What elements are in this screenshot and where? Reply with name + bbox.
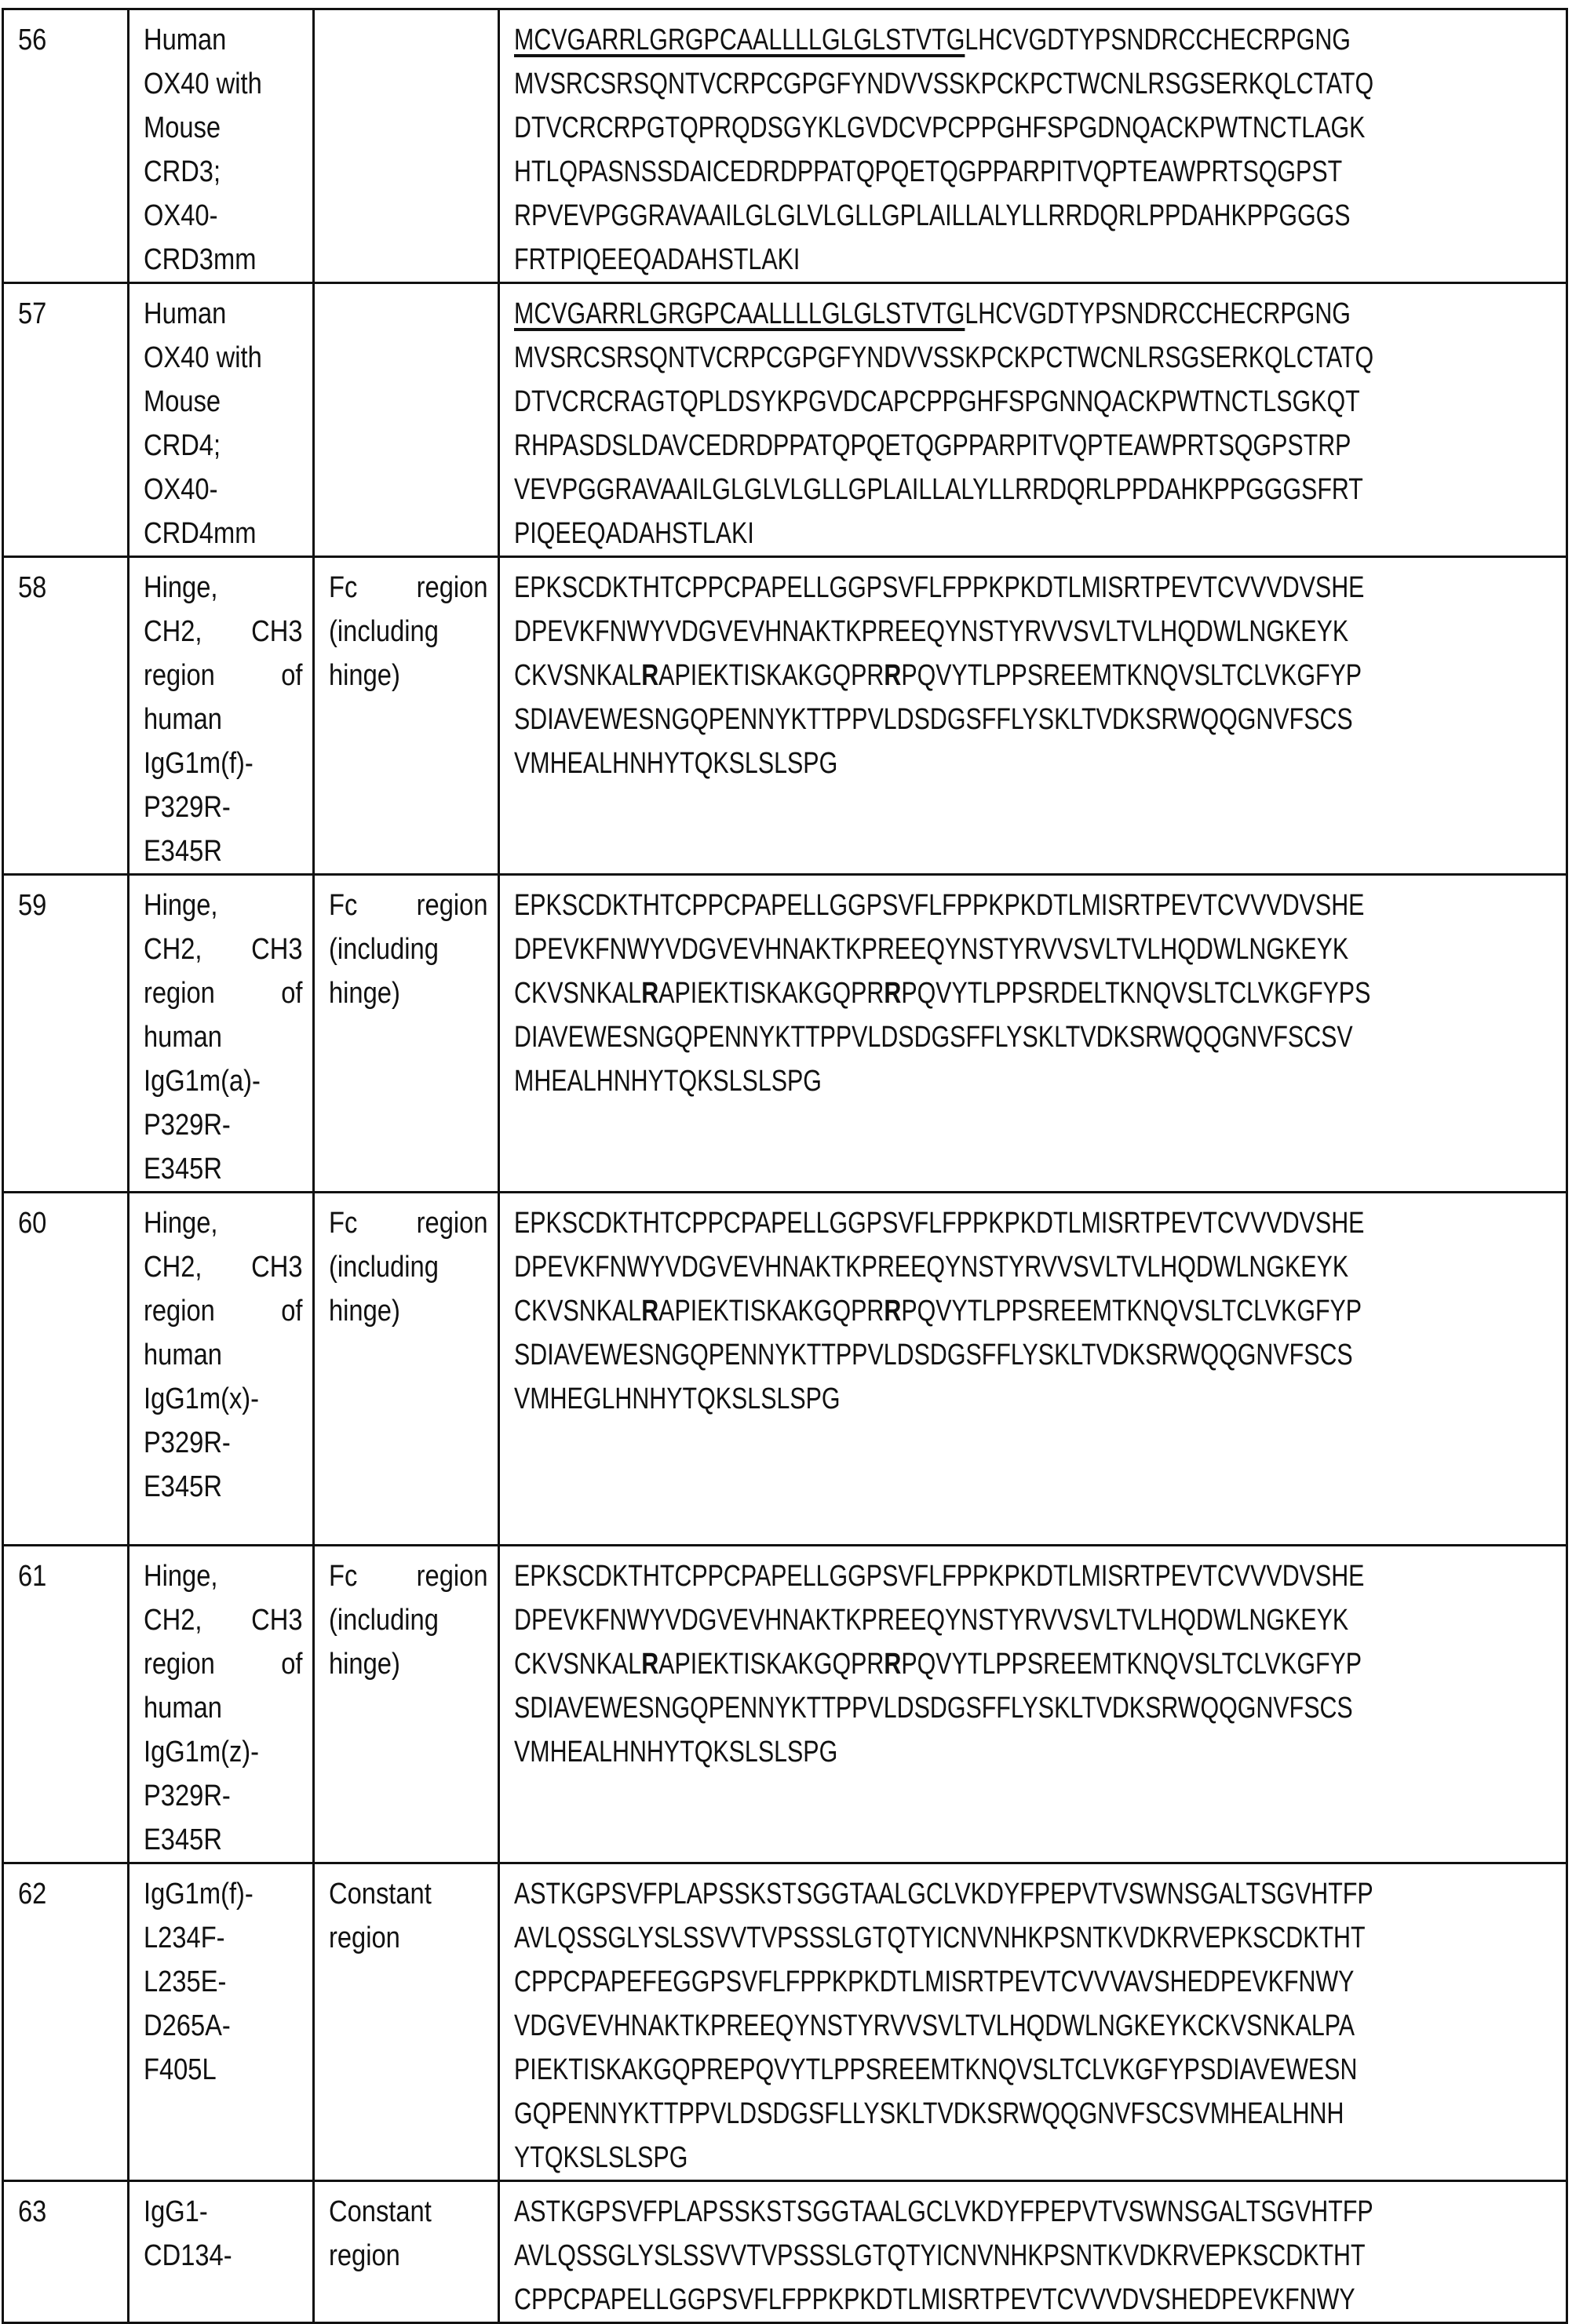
description-line: E345R <box>144 1818 303 1862</box>
table-row <box>3 875 1567 1193</box>
description-line: Mouse <box>144 380 281 424</box>
sequence-segment: HTLQPASNSSDAICEDRDPPATQPQETQGPPARPITVQPTEAWPRTSQGPST <box>514 155 1342 188</box>
bold-residue: R <box>884 1648 901 1681</box>
sequence-segment: PIEKTISKAKGQPREPQVYTLPPSREEMTKNQVSLTCLVKGFYPSDIAVEWESN <box>514 2053 1357 2086</box>
description-line <box>144 971 303 1015</box>
sequence-line <box>514 1333 1348 1377</box>
sequence-segment: EPKSCDKTHTCPPCPAPELLGGPSVFLFPPKPKDTLMISRTPEVTCVVVDVSHE <box>514 1560 1364 1593</box>
sequence-segment: DPEVKFNWYVDGVEVHNAKTKPREEQYNSTYRVVSVLTVLHQDWLNGKEYK <box>514 1604 1348 1637</box>
type-line: (including <box>329 610 488 654</box>
description-line <box>144 654 303 698</box>
seq-id-cell <box>3 9 129 283</box>
description-line: P329R- <box>144 785 303 829</box>
description-line: P329R- <box>144 1103 303 1147</box>
sequence-segment: PQVYTLPPSREEMTKNQVSLTCLVKGFYP <box>901 1295 1362 1328</box>
sequence-segment: LHCVGDTYPSNDRCCHECRPGNG <box>965 24 1351 56</box>
sequence-cell <box>499 1863 1567 2181</box>
sequence-line <box>514 971 1348 1015</box>
sequence-segment: PQVYTLPPSREEMTKNQVSLTCLVKGFYP <box>901 1648 1362 1681</box>
sequence-segment: LHCVGDTYPSNDRCCHECRPGNG <box>965 297 1351 330</box>
description-line <box>144 610 303 654</box>
description-cell <box>129 875 314 1193</box>
seq-id-cell <box>3 557 129 875</box>
word: Fc <box>329 883 357 927</box>
type-line: hinge) <box>329 1642 488 1686</box>
description-cell <box>129 557 314 875</box>
description-line: IgG1m(a)- <box>144 1059 303 1103</box>
sequence-line <box>514 1059 1348 1103</box>
sequence-segment: DIAVEWESNGQPENNYKTTPPVLDSDGSFFLYSKLTVDKSRWQQGNVFSCSV <box>514 1021 1353 1054</box>
description-line: OX40- <box>144 194 281 238</box>
type-line: region <box>329 1916 466 1960</box>
type-line <box>329 566 488 610</box>
sequence-segment: YTQKSLSLSPG <box>514 2141 688 2174</box>
word: CH3 <box>251 610 302 654</box>
word: CH3 <box>251 1245 302 1289</box>
sequence-line <box>514 512 1348 556</box>
bold-residue: R <box>884 659 901 692</box>
sequence-segment: ASTKGPSVFPLAPSSKSTSGGTAALGCLVKDYFPEPVTVSWNSGALTSGVHTFP <box>514 2195 1373 2228</box>
type-line: (including <box>329 1598 488 1642</box>
sequence-line <box>514 2048 1348 2092</box>
sequence-segment: EPKSCDKTHTCPPCPAPELLGGPSVFLFPPKPKDTLMISRTPEVTCVVVDVSHE <box>514 571 1364 604</box>
sequence-line <box>514 1015 1348 1059</box>
description-line: Hinge, <box>144 1554 303 1598</box>
description-line: P329R- <box>144 1421 303 1465</box>
sequence-line <box>514 2190 1348 2234</box>
sequence-line <box>514 2234 1348 2278</box>
seq-id: 62 <box>18 1872 104 1916</box>
type-cell <box>314 1193 499 1546</box>
signal-peptide: MCVGARRLGRGPCAALLLLGLGLSTVTG <box>514 297 965 330</box>
sequence-line <box>514 194 1348 238</box>
sequence-line <box>514 468 1348 512</box>
type-line: (including <box>329 927 488 971</box>
table-row <box>3 1863 1567 2181</box>
type-line: hinge) <box>329 1289 488 1333</box>
word: CH2, <box>144 927 202 971</box>
type-cell <box>314 875 499 1193</box>
sequence-segment: VMHEALHNHYTQKSLSLSPG <box>514 1736 837 1768</box>
sequence-segment: VEVPGGRAVAAILGLGLVLGLLGPLAILLALYLLRRDQRLPPDAHKPPGGGSFRT <box>514 473 1363 506</box>
signal-peptide: MCVGARRLGRGPCAALLLLGLGLSTVTG <box>514 24 965 56</box>
sequence-segment: SDIAVEWESNGQPENNYKTTPPVLDSDGSFFLYSKLTVDKSRWQQGNVFSCS <box>514 703 1353 736</box>
description-line: human <box>144 1015 303 1059</box>
sequence-line <box>514 2004 1348 2048</box>
description-line: Human <box>144 18 281 62</box>
bold-residue: R <box>641 1295 658 1328</box>
sequence-segment: DTVCRCRPGTQPRQDSGYKLGVDCVPCPPGHFSPGDNQACKPWTNCTLAGK <box>514 111 1365 144</box>
description-line: IgG1m(x)- <box>144 1377 303 1421</box>
sequence-line <box>514 336 1348 380</box>
word: CH2, <box>144 1598 202 1642</box>
seq-id-cell <box>3 1193 129 1546</box>
word: of <box>281 1642 302 1686</box>
sequence-line <box>514 1686 1348 1730</box>
description-line: Human <box>144 292 281 336</box>
sequence-line <box>514 18 1348 62</box>
seq-id: 61 <box>18 1554 104 1598</box>
sequence-segment: PQVYTLPPSRDELTKNQVSLTCLVKGFYPS <box>901 977 1370 1010</box>
type-line <box>329 883 488 927</box>
seq-id-cell <box>3 1863 129 2181</box>
seq-id-cell <box>3 1546 129 1863</box>
description-line: CRD3mm <box>144 238 281 282</box>
sequence-segment: CKVSNKAL <box>514 1648 641 1681</box>
sequence-segment: APIEKTISKAKGQPR <box>658 1295 884 1328</box>
type-line <box>329 1201 488 1245</box>
description-line: OX40- <box>144 468 281 512</box>
bold-residue: R <box>884 977 901 1010</box>
sequence-segment: AVLQSSGLYSLSSVVTVPSSSLGTQTYICNVNHKPSNTKVDKRVEPKSCDKTHT <box>514 1921 1366 1954</box>
bold-residue: R <box>641 977 658 1010</box>
word: CH2, <box>144 1245 202 1289</box>
sequence-segment: EPKSCDKTHTCPPCPAPELLGGPSVFLFPPKPKDTLMISRTPEVTCVVVDVSHE <box>514 889 1364 922</box>
description-line <box>144 1642 303 1686</box>
seq-id: 63 <box>18 2190 104 2234</box>
description-line: IgG1- <box>144 2190 281 2234</box>
description-line: Hinge, <box>144 1201 303 1245</box>
description-line: IgG1m(f)- <box>144 741 303 785</box>
description-cell <box>129 283 314 557</box>
sequence-segment: DPEVKFNWYVDGVEVHNAKTKPREEQYNSTYRVVSVLTVLHQDWLNGKEYK <box>514 615 1348 648</box>
sequence-table-body <box>3 9 1567 2323</box>
sequence-segment: PQVYTLPPSREEMTKNQVSLTCLVKGFYP <box>901 659 1362 692</box>
description-line: D265A- <box>144 2004 281 2048</box>
description-line: F405L <box>144 2048 281 2092</box>
description-line: human <box>144 1686 303 1730</box>
sequence-line <box>514 150 1348 194</box>
seq-id-cell <box>3 283 129 557</box>
table-row <box>3 283 1567 557</box>
word: region <box>144 971 215 1015</box>
description-line: CD134- <box>144 2234 281 2278</box>
description-line <box>144 1598 303 1642</box>
sequence-line <box>514 424 1348 468</box>
description-line: IgG1m(f)- <box>144 1872 281 1916</box>
description-cell <box>129 9 314 283</box>
description-line: CRD4mm <box>144 512 281 556</box>
sequence-segment: DPEVKFNWYVDGVEVHNAKTKPREEQYNSTYRVVSVLTVLHQDWLNGKEYK <box>514 933 1348 966</box>
sequence-segment: DPEVKFNWYVDGVEVHNAKTKPREEQYNSTYRVVSVLTVLHQDWLNGKEYK <box>514 1251 1348 1284</box>
word: region <box>144 654 215 698</box>
type-line: (including <box>329 1245 488 1289</box>
sequence-segment: EPKSCDKTHTCPPCPAPELLGGPSVFLFPPKPKDTLMISRTPEVTCVVVDVSHE <box>514 1207 1364 1240</box>
sequence-cell <box>499 1546 1567 1863</box>
seq-id: 57 <box>18 292 104 336</box>
sequence-segment: APIEKTISKAKGQPR <box>658 977 884 1010</box>
sequence-segment: RHPASDSLDAVCEDRDPPATQPQETQGPPARPITVQPTEAWPRTSQGPSTRP <box>514 429 1351 462</box>
sequence-line <box>514 1554 1348 1598</box>
description-line: Hinge, <box>144 566 303 610</box>
word: of <box>281 971 302 1015</box>
sequence-cell <box>499 875 1567 1193</box>
word: region <box>144 1289 215 1333</box>
description-line: E345R <box>144 829 303 873</box>
sequence-line <box>514 1960 1348 2004</box>
description-line: E345R <box>144 1147 303 1191</box>
sequence-line <box>514 1201 1348 1245</box>
word: Fc <box>329 1554 357 1598</box>
description-line: CRD4; <box>144 424 281 468</box>
sequence-line <box>514 1245 1348 1289</box>
description-line <box>144 1245 303 1289</box>
type-line: Constant <box>329 1872 466 1916</box>
description-line: L234F- <box>144 1916 281 1960</box>
word: Fc <box>329 566 357 610</box>
sequence-cell <box>499 557 1567 875</box>
table-row <box>3 2181 1567 2323</box>
type-line <box>329 1554 488 1598</box>
sequence-line <box>514 2092 1348 2136</box>
sequence-line <box>514 654 1348 698</box>
word: Fc <box>329 1201 357 1245</box>
description-cell <box>129 1863 314 2181</box>
description-line: OX40 with <box>144 336 281 380</box>
sequence-segment: AVLQSSGLYSLSSVVTVPSSSLGTQTYICNVNHKPSNTKVDKRVEPKSCDKTHT <box>514 2239 1366 2272</box>
sequence-segment: APIEKTISKAKGQPR <box>658 659 884 692</box>
sequence-cell <box>499 2181 1567 2323</box>
sequence-cell <box>499 283 1567 557</box>
description-cell <box>129 2181 314 2323</box>
type-line: hinge) <box>329 971 488 1015</box>
table-row <box>3 9 1567 283</box>
seq-id-cell <box>3 875 129 1193</box>
table-row <box>3 1193 1567 1546</box>
table-row <box>3 557 1567 875</box>
sequence-line <box>514 292 1348 336</box>
sequence-line <box>514 698 1348 741</box>
sequence-line <box>514 2278 1348 2322</box>
table-row <box>3 1546 1567 1863</box>
description-line: Mouse <box>144 106 281 150</box>
description-line: E345R <box>144 1465 303 1509</box>
sequence-line <box>514 380 1348 424</box>
sequence-segment: CKVSNKAL <box>514 659 641 692</box>
seq-id: 56 <box>18 18 104 62</box>
word: region <box>417 566 488 610</box>
description-line <box>144 1289 303 1333</box>
description-line: P329R- <box>144 1774 303 1818</box>
word: CH2, <box>144 610 202 654</box>
bold-residue: R <box>641 659 658 692</box>
sequence-cell <box>499 1193 1567 1546</box>
sequence-segment: VMHEGLHNHYTQKSLSLSPG <box>514 1382 841 1415</box>
word: CH3 <box>251 927 302 971</box>
seq-id: 60 <box>18 1201 104 1245</box>
description-line: OX40 with <box>144 62 281 106</box>
word: of <box>281 654 302 698</box>
sequence-segment: MVSRCSRSQNTVCRPCGPGFYNDVVSSKPCKPCTWCNLRSGSERKQLCTATQ <box>514 341 1373 374</box>
sequence-segment: FRTPIQEEQADAHSTLAKI <box>514 243 800 276</box>
bold-residue: R <box>884 1295 901 1328</box>
word: region <box>144 1642 215 1686</box>
sequence-line <box>514 1289 1348 1333</box>
sequence-line <box>514 238 1348 282</box>
word: region <box>417 1554 488 1598</box>
seq-id-cell <box>3 2181 129 2323</box>
sequence-cell <box>499 9 1567 283</box>
word: region <box>417 883 488 927</box>
sequence-segment: SDIAVEWESNGQPENNYKTTPPVLDSDGSFFLYSKLTVDKSRWQQGNVFSCS <box>514 1339 1353 1371</box>
sequence-line <box>514 2136 1348 2180</box>
sequence-segment: VDGVEVHNAKTKPREEQYNSTYRVVSVLTVLHQDWLNGKEYKCKVSNKALPA <box>514 2009 1355 2042</box>
sequence-segment: CPPCPAPEFEGGPSVFLFPPKPKDTLMISRTPEVTCVVVAVSHEDPEVKFNWY <box>514 1965 1354 1998</box>
sequence-segment: MHEALHNHYTQKSLSLSPG <box>514 1065 822 1098</box>
description-line <box>144 927 303 971</box>
description-line: CRD3; <box>144 150 281 194</box>
word: CH3 <box>251 1598 302 1642</box>
description-line: IgG1m(z)- <box>144 1730 303 1774</box>
description-cell <box>129 1193 314 1546</box>
sequence-segment: RPVEVPGGRAVAAILGLGLVLGLLGPLAILLALYLLRRDQRLPPDAHKPPGGGS <box>514 199 1351 232</box>
bold-residue: R <box>641 1648 658 1681</box>
description-cell <box>129 1546 314 1863</box>
sequence-line <box>514 883 1348 927</box>
sequence-segment: CKVSNKAL <box>514 1295 641 1328</box>
sequence-line <box>514 741 1348 785</box>
sequence-segment: MVSRCSRSQNTVCRPCGPGFYNDVVSSKPCKPCTWCNLRSGSERKQLCTATQ <box>514 67 1373 100</box>
sequence-segment: PIQEEQADAHSTLAKI <box>514 517 754 550</box>
word: of <box>281 1289 302 1333</box>
sequence-segment: VMHEALHNHYTQKSLSLSPG <box>514 747 837 780</box>
sequence-table <box>2 8 1568 2324</box>
type-cell <box>314 557 499 875</box>
type-cell <box>314 1546 499 1863</box>
sequence-line <box>514 106 1348 150</box>
description-line: human <box>144 1333 303 1377</box>
sequence-line <box>514 1377 1348 1421</box>
sequence-line <box>514 927 1348 971</box>
sequence-segment: CPPCPAPELLGGPSVFLFPPKPKDTLMISRTPEVTCVVVDVSHEDPEVKFNWY <box>514 2283 1355 2316</box>
sequence-line <box>514 1730 1348 1774</box>
sequence-segment: DTVCRCRAGTQPLDSYKPGVDCAPCPPGHFSPGNNQACKPWTNCTLSGKQT <box>514 385 1360 418</box>
sequence-line <box>514 1642 1348 1686</box>
sequence-segment: SDIAVEWESNGQPENNYKTTPPVLDSDGSFFLYSKLTVDKSRWQQGNVFSCS <box>514 1692 1353 1725</box>
sequence-line <box>514 1598 1348 1642</box>
description-line: Hinge, <box>144 883 303 927</box>
type-cell <box>314 1863 499 2181</box>
description-line: human <box>144 698 303 741</box>
type-line: region <box>329 2234 466 2278</box>
sequence-line <box>514 1916 1348 1960</box>
sequence-segment: APIEKTISKAKGQPR <box>658 1648 884 1681</box>
seq-id: 58 <box>18 566 104 610</box>
type-cell <box>314 9 499 283</box>
type-line: Constant <box>329 2190 466 2234</box>
sequence-line <box>514 566 1348 610</box>
seq-id: 59 <box>18 883 104 927</box>
type-cell <box>314 2181 499 2323</box>
type-line: hinge) <box>329 654 488 698</box>
description-line: L235E- <box>144 1960 281 2004</box>
sequence-line <box>514 1872 1348 1916</box>
sequence-line <box>514 62 1348 106</box>
sequence-line <box>514 610 1348 654</box>
type-cell <box>314 283 499 557</box>
sequence-segment: CKVSNKAL <box>514 977 641 1010</box>
sequence-segment: GQPENNYKTTPPVLDSDGSFLLYSKLTVDKSRWQQGNVFSCSVMHEALHNH <box>514 2097 1344 2130</box>
sequence-segment: ASTKGPSVFPLAPSSKSTSGGTAALGCLVKDYFPEPVTVSWNSGALTSGVHTFP <box>514 1878 1373 1911</box>
word: region <box>417 1201 488 1245</box>
